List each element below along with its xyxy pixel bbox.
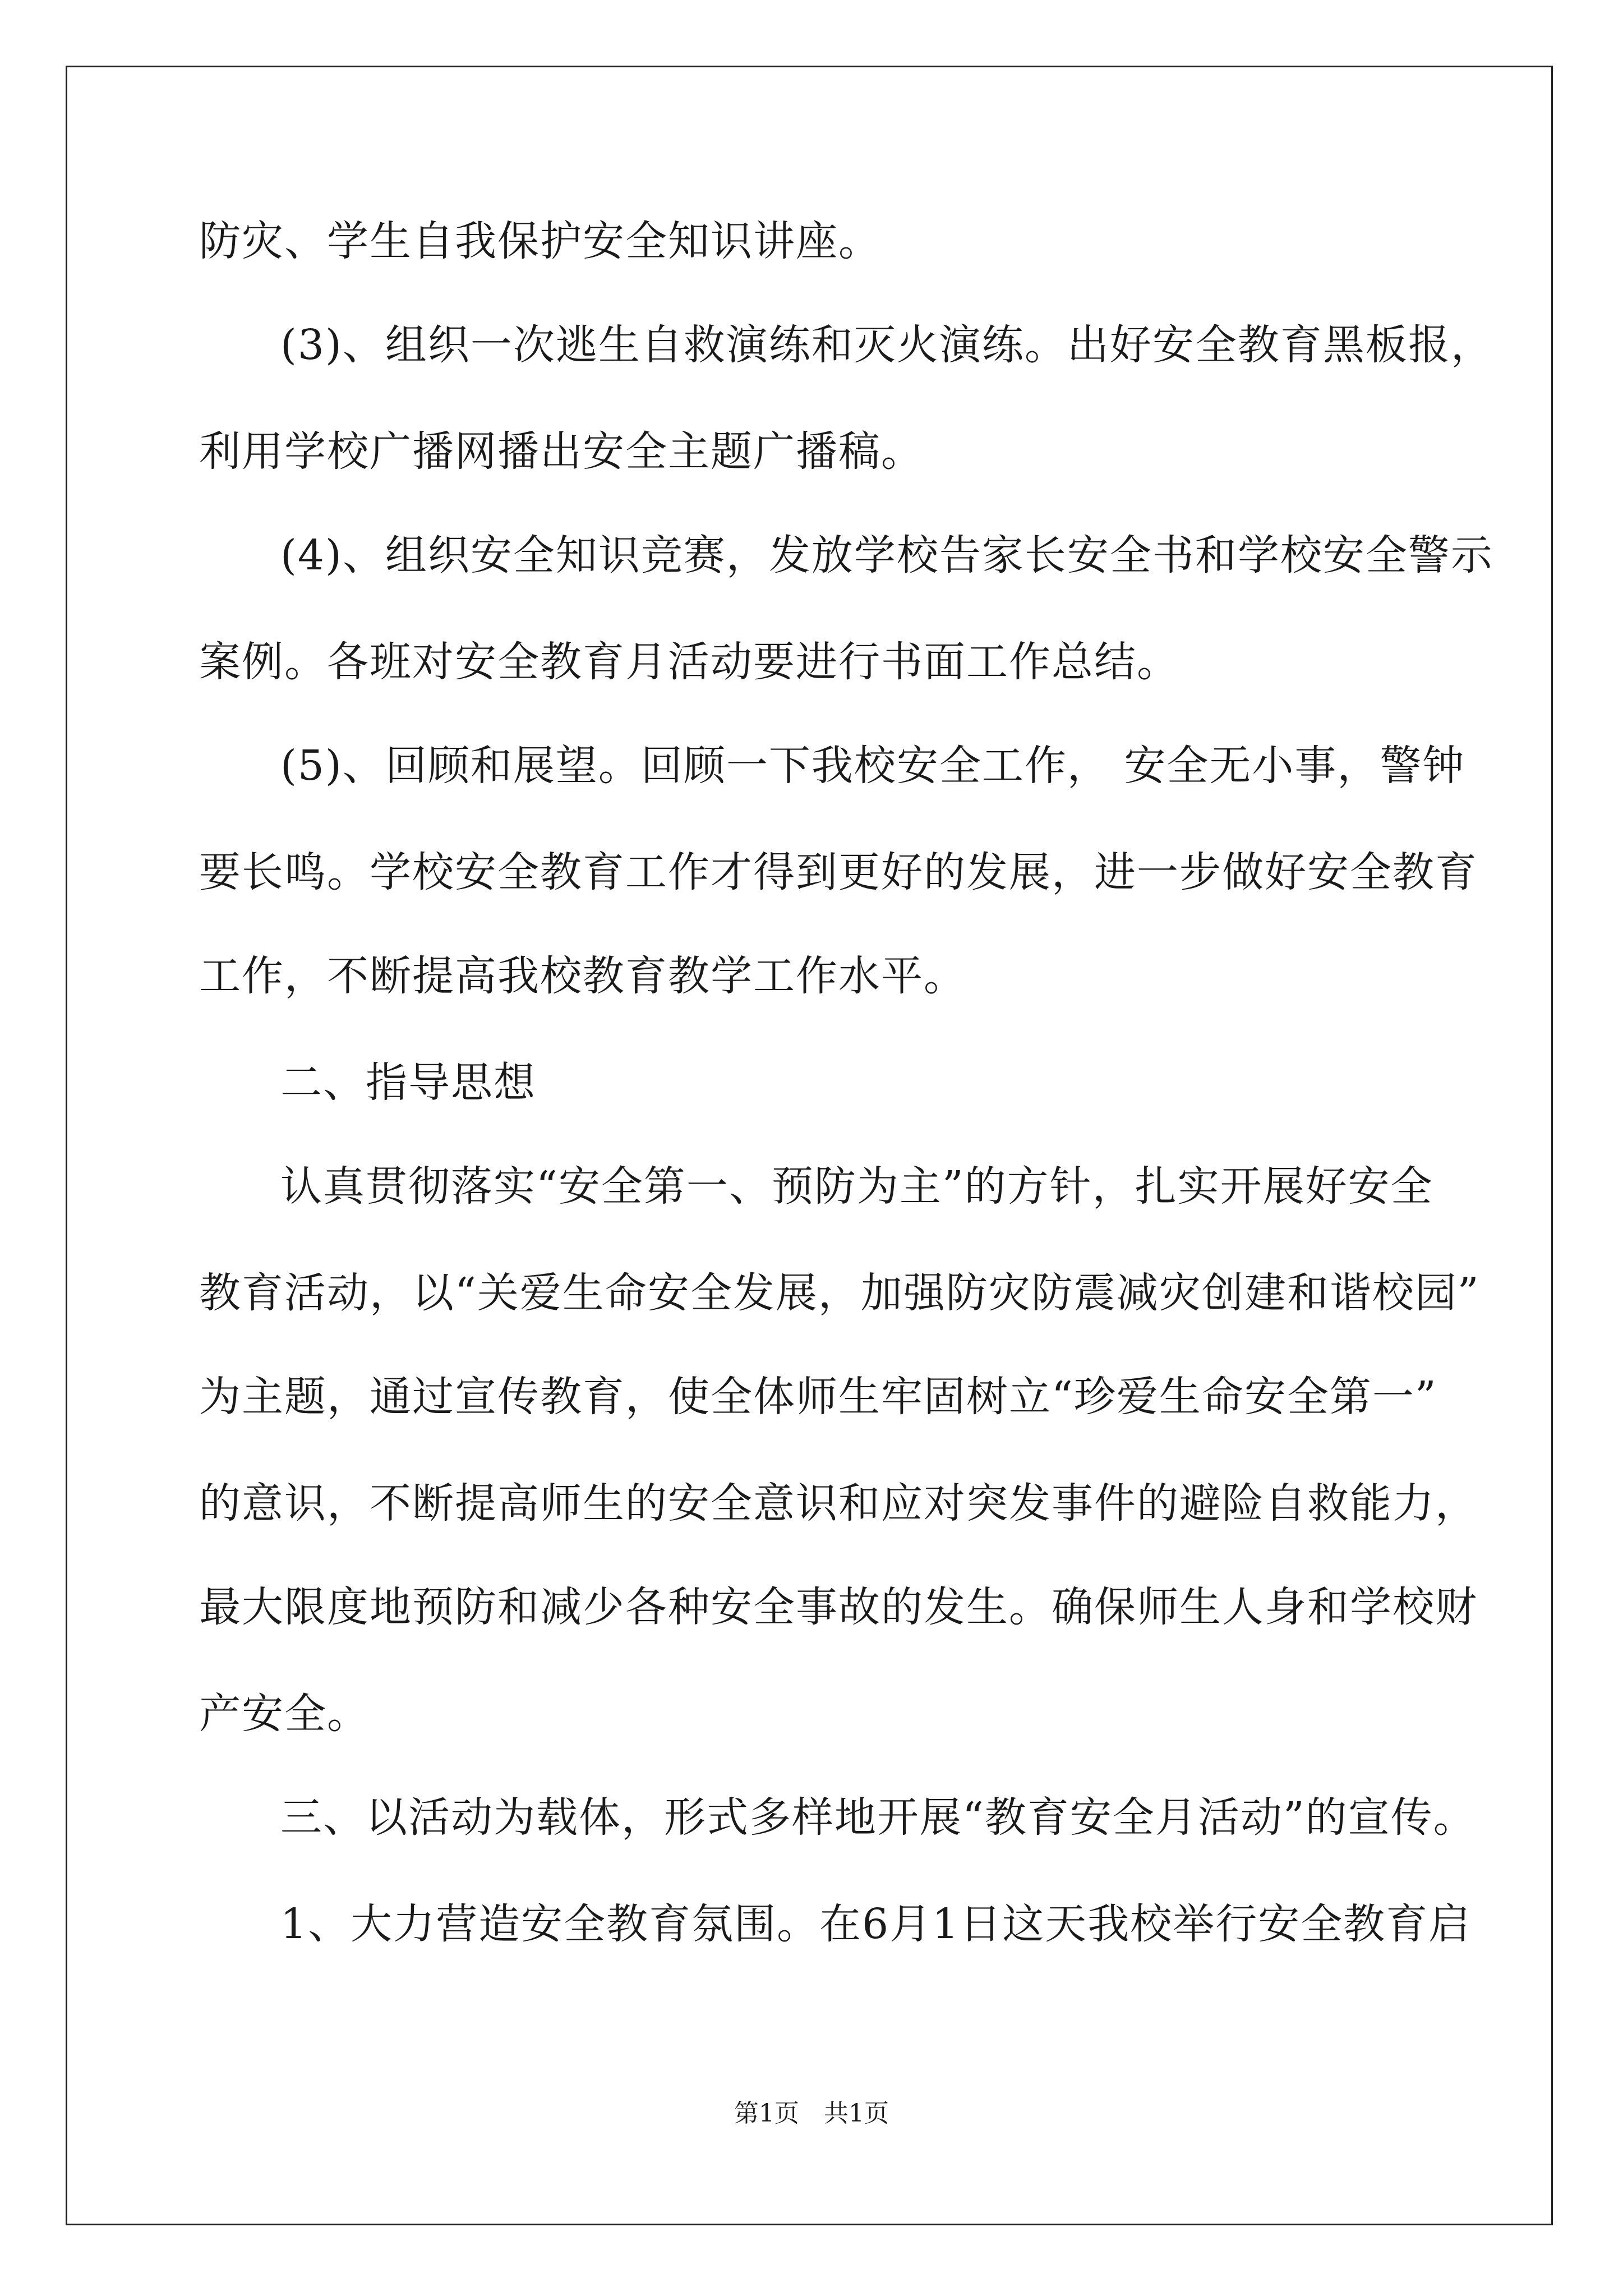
text-line: 认真贯彻落实“安全第一、预防为主”的方针，扎实开展好安全: [280, 1162, 1433, 1211]
text-line: 防灾、学生自我保护安全知识讲座。: [199, 217, 881, 265]
text-line: (4)、组织安全知识竞赛，发放学校告家长安全书和学校安全警示: [280, 531, 1493, 579]
text-line: 最大限度地预防和减少各种安全事故的发生。确保师生人身和学校财: [199, 1583, 1478, 1631]
page-number: 第1页 共1页: [734, 2099, 889, 2128]
text-line: 要长鸣。学校安全教育工作才得到更好的发展，进一步做好安全教育: [199, 848, 1478, 896]
text-line: (3)、组织一次逃生自救演练和灭火演练。出好安全教育黑板报，: [280, 321, 1493, 369]
section-heading: 二、指导思想: [280, 1059, 536, 1107]
text-line: (5)、回顾和展望。回顾一下我校安全工作， 安全无小事，警钟: [280, 742, 1465, 790]
text-line: 产安全。: [199, 1690, 370, 1738]
text-line: 为主题，通过宣传教育，使全体师生牢固树立“珍爱生命安全第一”: [199, 1373, 1437, 1421]
text-line: 利用学校广播网播出安全主题广播稿。: [199, 427, 924, 476]
section-heading: 三、以活动为载体，形式多样地开展“教育安全月活动”的宣传。: [280, 1793, 1476, 1842]
text-line: 案例。各班对安全教育月活动要进行书面工作总结。: [199, 638, 1179, 686]
text-line: 的意识，不断提高师生的安全意识和应对突发事件的避险自救能力，: [199, 1479, 1478, 1527]
text-line: 教育活动，以“关爱生命安全发展，加强防灾防震减灾创建和谐校园”: [199, 1269, 1480, 1317]
text-line: 工作，不断提高我校教育教学工作水平。: [199, 952, 966, 1000]
text-line: 1、大力营造安全教育氛围。在6月1日这天我校举行安全教育启: [280, 1900, 1472, 1948]
